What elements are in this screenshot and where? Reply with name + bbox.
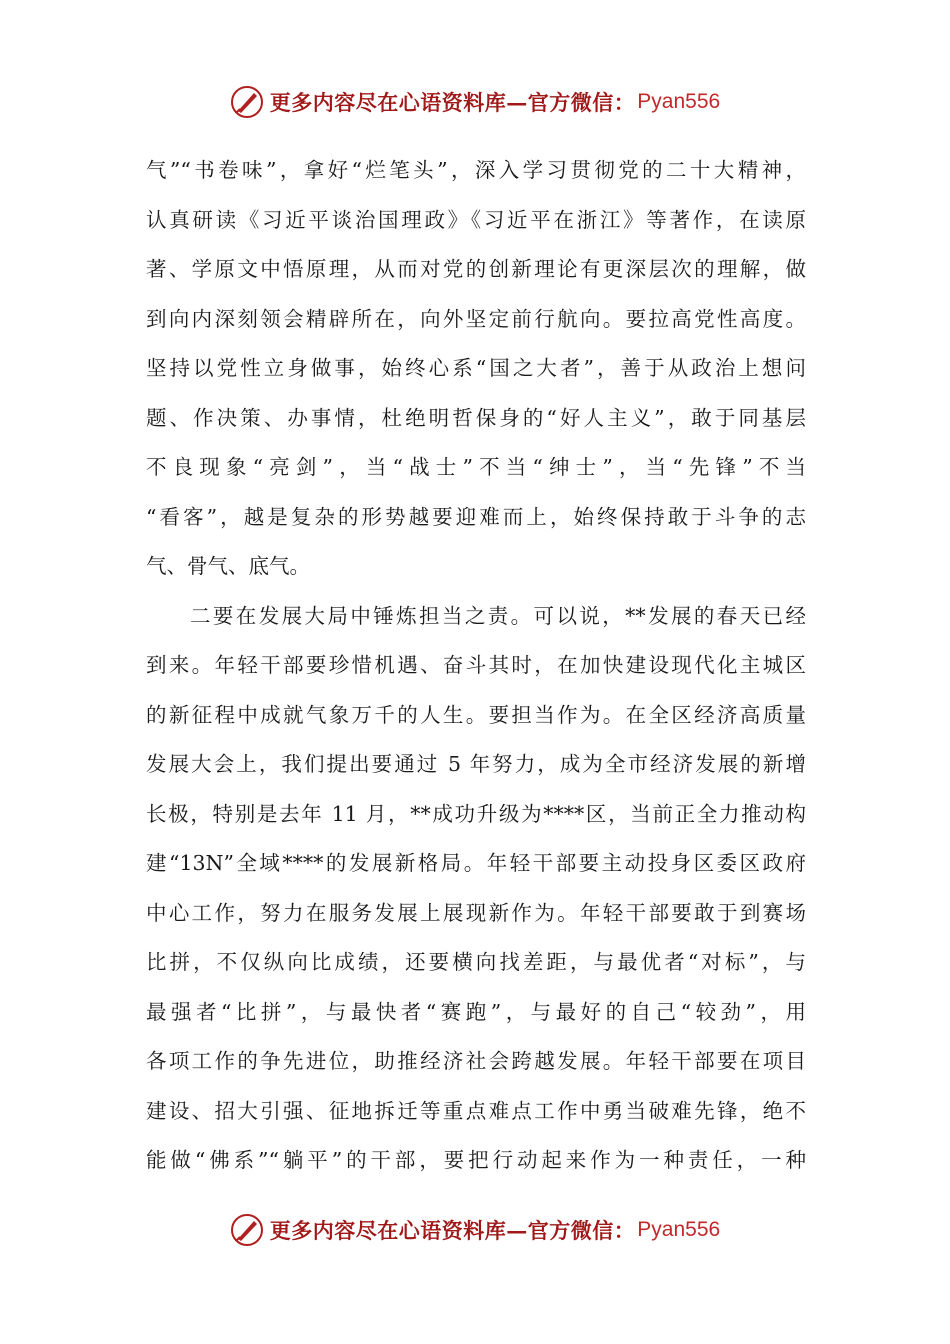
document-body	[146, 146, 806, 1186]
text-line: 各项工作的争先进位，助推经济社会跨越发展。年轻干部要在项目	[146, 1049, 806, 1073]
text-line: 到向内深刻领会精辟所在，向外坚定前行航向。要拉高党性高度。	[146, 306, 806, 331]
text-line: “看客”，越是复杂的形势越要迎难而上，始终保持敢于斗争的志	[146, 504, 806, 529]
footer-banner	[0, 1210, 950, 1250]
text-line: 长极，特别是去年 11 月，**成功升级为****区，当前正全力推动构	[146, 801, 806, 826]
text-line: 不良现象“亮剑”，当“战士”不当“绅士”，当“先锋”不当	[146, 455, 806, 479]
header-banner	[0, 82, 950, 122]
text-line: 气、骨气、底气。	[146, 554, 310, 578]
text-line: 建设、招大引强、征地拆迁等重点难点工作中勇当破难先锋，绝不	[146, 1098, 806, 1123]
text-line: 到来。年轻干部要珍惜机遇、奋斗其时，在加快建设现代化主城区	[146, 653, 806, 677]
text-line: 发展大会上，我们提出要通过 5 年努力，成为全市经济发展的新增	[146, 752, 806, 776]
text-line: 气”“书卷味”，拿好“烂笔头”，深入学习贯彻党的二十大精神，	[146, 158, 806, 182]
text-line: 题、作决策、办事情，杜绝明哲保身的“好人主义”，敢于同基层	[146, 405, 806, 430]
text-line: 坚持以党性立身做事，始终心系“国之大者”，善于从政治上想问	[146, 356, 806, 380]
text-line: 建“13N”全域****的发展新格局。年轻干部要主动投身区委区政府	[146, 851, 806, 875]
text-line: 比拼，不仅纵向比成绩，还要横向找差距，与最优者“对标”，与	[146, 950, 806, 974]
text-line: 著、学原文中悟原理，从而对党的创新理论有更深层次的理解，做	[146, 257, 806, 281]
text-line: 中心工作，努力在服务发展上展现新作为。年轻干部要敢于到赛场	[146, 900, 806, 925]
text-line: 认真研读《习近平谈治国理政》《习近平在浙江》等著作，在读原	[146, 207, 806, 232]
text-line: 能做“佛系”“躺平”的干部，要把行动起来作为一种责任，一种	[146, 1148, 806, 1172]
quill-logo-icon	[230, 85, 264, 119]
header-banner-text: 更多内容尽在心语资料库—官方微信：	[269, 90, 636, 115]
text-line: 的新征程中成就气象万千的人生。要担当作为。在全区经济高质量	[146, 702, 806, 727]
quill-logo-icon	[230, 1213, 264, 1247]
paragraph-start-line: 二要在发展大局中锤炼担当之责。可以说，**发展的春天已经	[190, 603, 806, 628]
header-banner-wechat-id: Pyan556	[637, 90, 721, 113]
footer-banner-text: 更多内容尽在心语资料库—官方微信：	[269, 1218, 636, 1243]
footer-banner-wechat-id: Pyan556	[637, 1218, 721, 1241]
text-line: 最强者“比拼”，与最快者“赛跑”，与最好的自己“较劲”，用	[146, 999, 806, 1024]
